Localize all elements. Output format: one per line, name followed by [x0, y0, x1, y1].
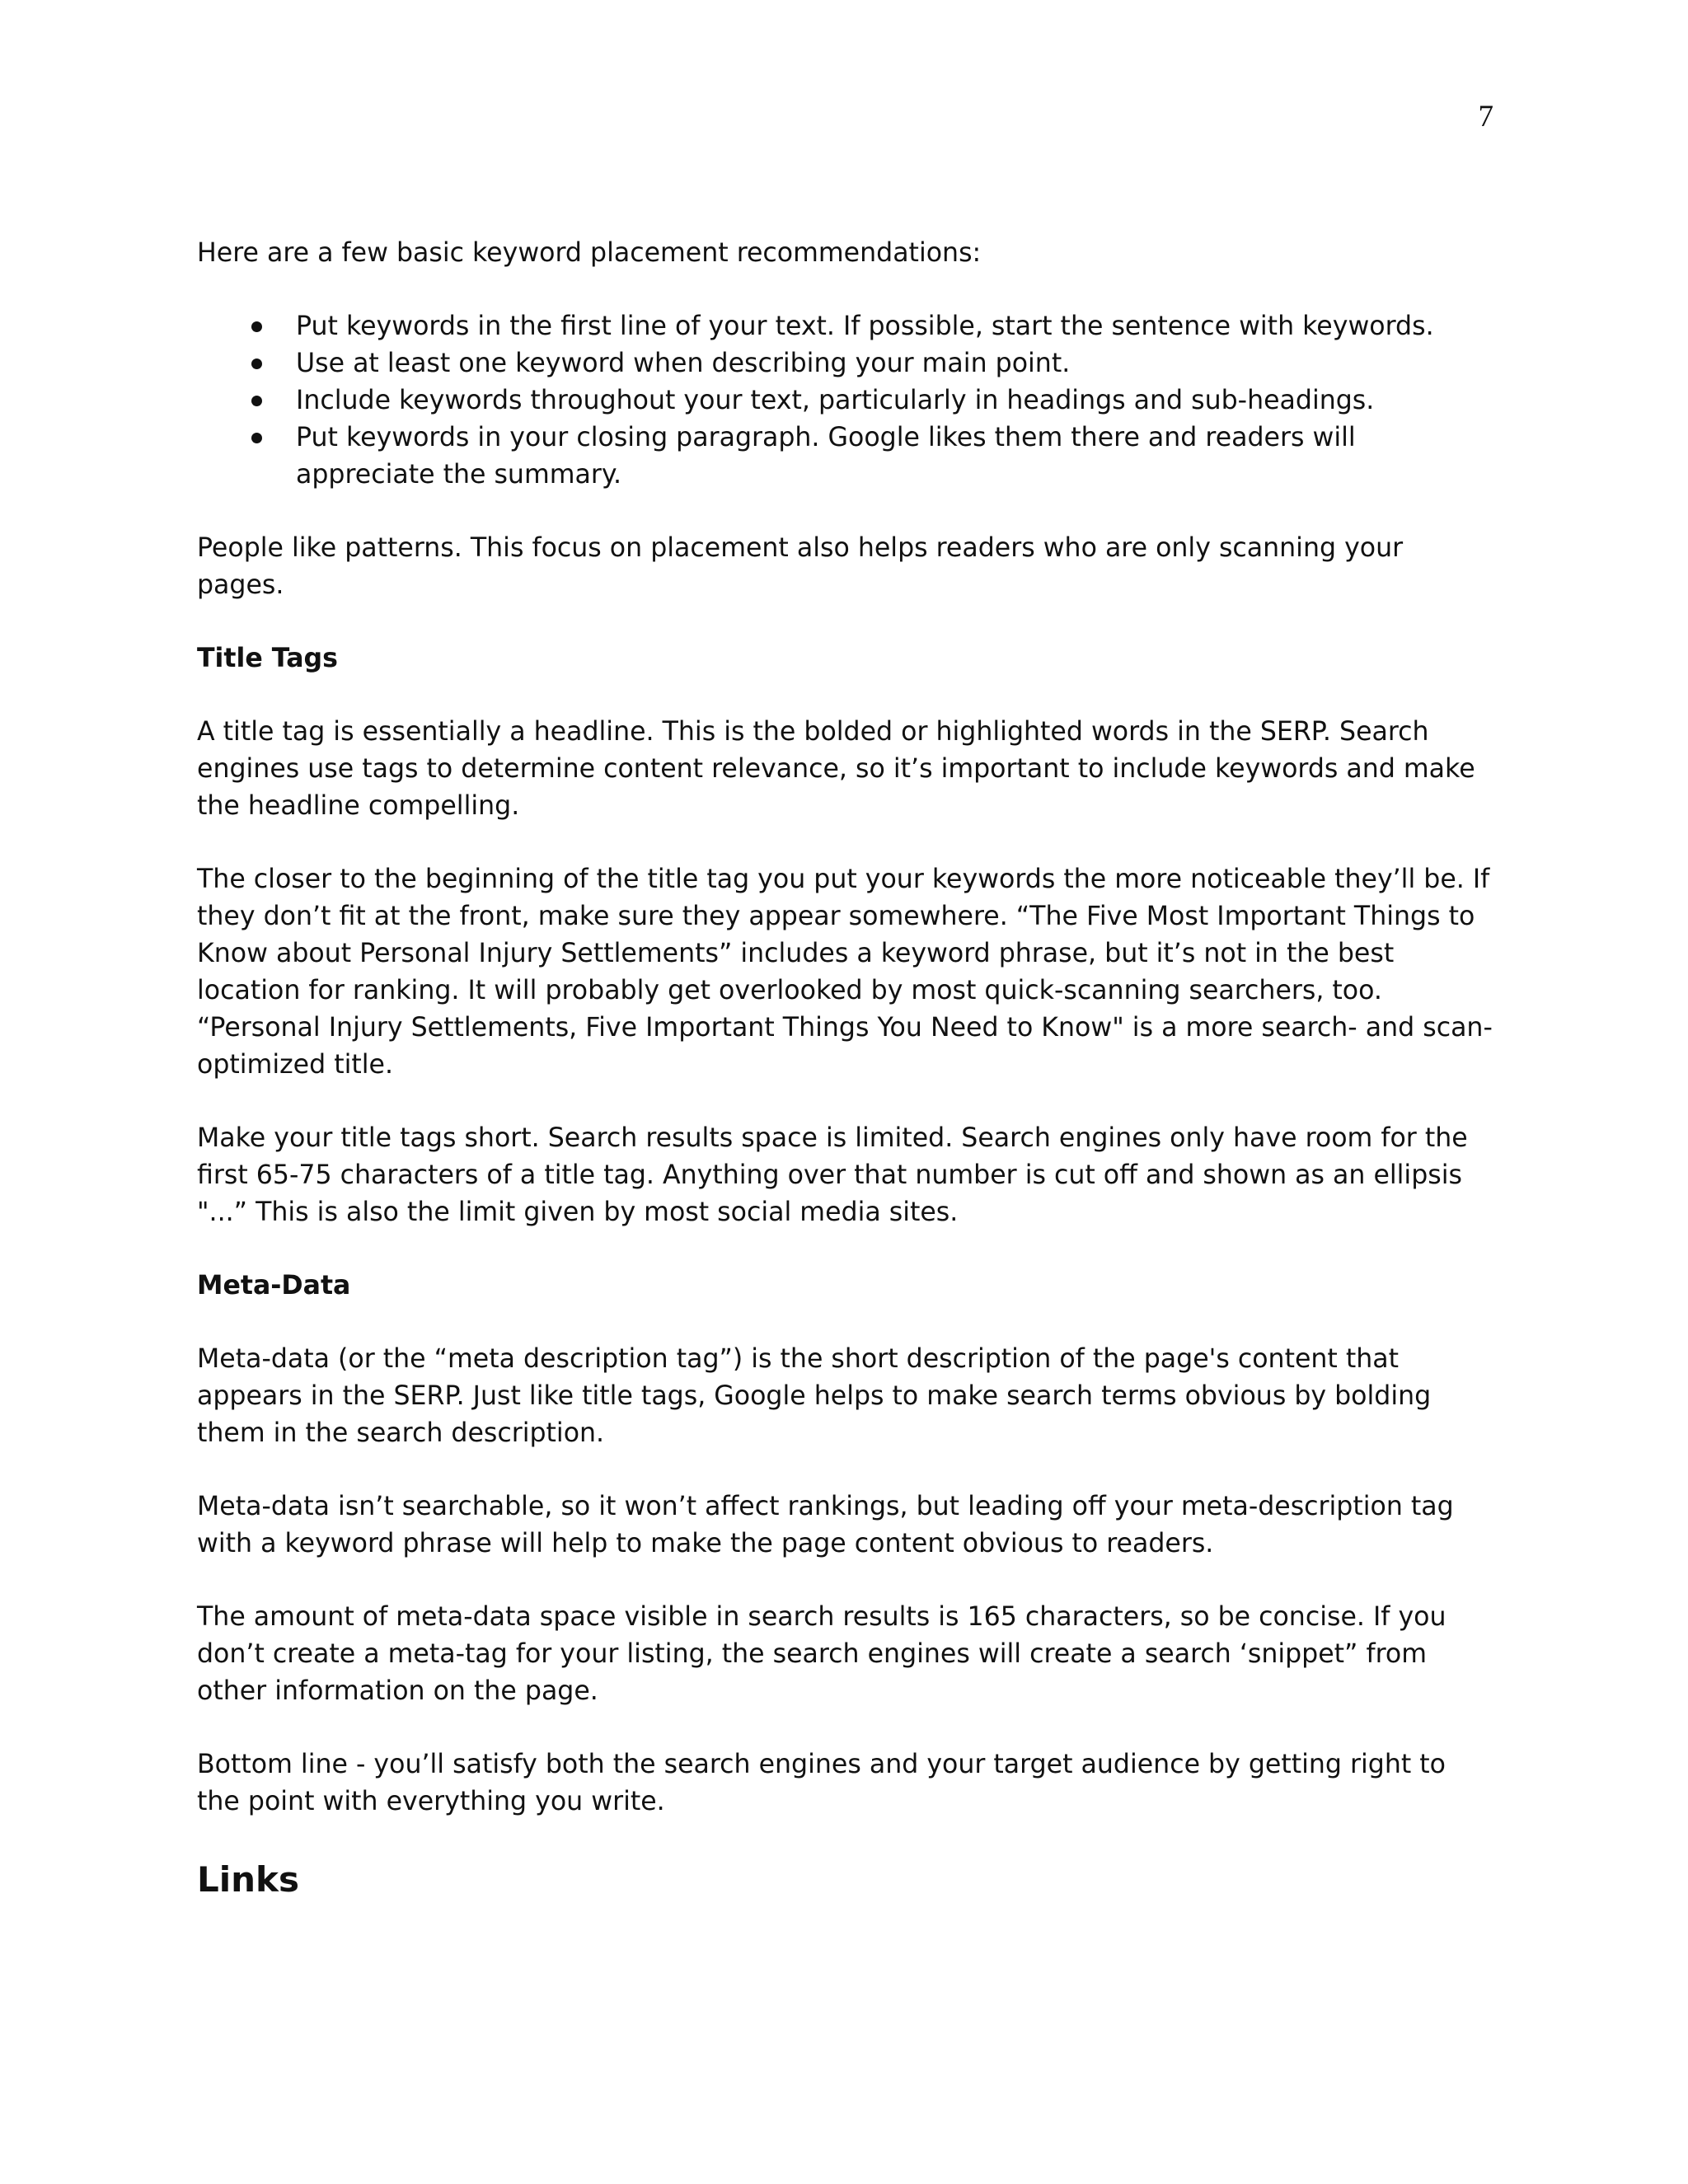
patterns-paragraph: People like patterns. This focus on placement also helps readers who are only scanning your pages. — [197, 533, 1404, 600]
meta-data-heading: Meta-Data — [197, 1271, 351, 1301]
title-tags-paragraph: A title tag is essentially a headline. This is the bolded or highlighted words in the SERP. Search engines use tags to determine content relevance, so it’s important to include keywords and make the headline compelling. — [197, 717, 1475, 821]
intro-paragraph: Here are a few basic keyword placement recommendations: — [197, 238, 982, 268]
meta-data-paragraph: Bottom line - you’ll satisfy both the search engines and your target audience by getting right to the point with everything you write. — [197, 1750, 1447, 1816]
bullet-icon — [251, 433, 262, 443]
title-tags-paragraph: The closer to the beginning of the title tag you put your keywords the more noticeable they’ll be. If they don’t fit at the front, make sure they appear somewhere. “The Five Most Important Things to Know about Personal Injury Settlements” includes a keyword phrase, but it’s not in the best location for ranking. It will probably get overlooked by most quick-scanning searchers, too. “Personal Injury Settlements, Five Important Things You Need to Know" is a more search- and scan-optimized title. — [197, 865, 1493, 1080]
title-tags-paragraph: Make your title tags short. Search results space is limited. Search engines only have room for the first 65-75 characters of a title tag. Anything over that number is cut off and shown as an ellipsis "...” This is also the limit given by most social media sites. — [197, 1123, 1468, 1227]
list-item-text: Include keywords throughout your text, particularly in headings and sub-headings. — [296, 386, 1375, 415]
list-item — [197, 308, 1495, 345]
list-item-text: Put keywords in your closing paragraph. Google likes them there and readers will appreciate the summary. — [296, 423, 1356, 490]
keyword-placement-list — [197, 308, 1495, 494]
list-item — [197, 382, 1495, 419]
list-item-text: Use at least one keyword when describing your main point. — [296, 349, 1071, 378]
page-number: 7 — [1478, 100, 1493, 134]
bullet-icon — [251, 396, 262, 406]
list-item-text: Put keywords in the first line of your text. If possible, start the sentence with keywords. — [296, 312, 1434, 341]
meta-data-paragraph: Meta-data isn’t searchable, so it won’t affect rankings, but leading off your meta-description tag with a keyword phrase will help to make the page content obvious to readers. — [197, 1492, 1454, 1558]
meta-data-paragraph: The amount of meta-data space visible in search results is 165 characters, so be concise. If you don’t create a meta-tag for your listing, the search engines will create a search ‘snippet” from other information on the page. — [197, 1602, 1447, 1706]
meta-data-paragraph: Meta-data (or the “meta description tag”) is the short description of the page's content that appears in the SERP. Just like title tags, Google helps to make search terms obvious by bolding them in the search description. — [197, 1344, 1432, 1448]
list-item — [197, 345, 1495, 382]
page-content — [197, 235, 1495, 1903]
list-item — [197, 419, 1495, 494]
title-tags-heading: Title Tags — [197, 644, 338, 673]
bullet-icon — [251, 359, 262, 369]
links-heading: Links — [197, 1859, 299, 1900]
bullet-icon — [251, 321, 262, 332]
